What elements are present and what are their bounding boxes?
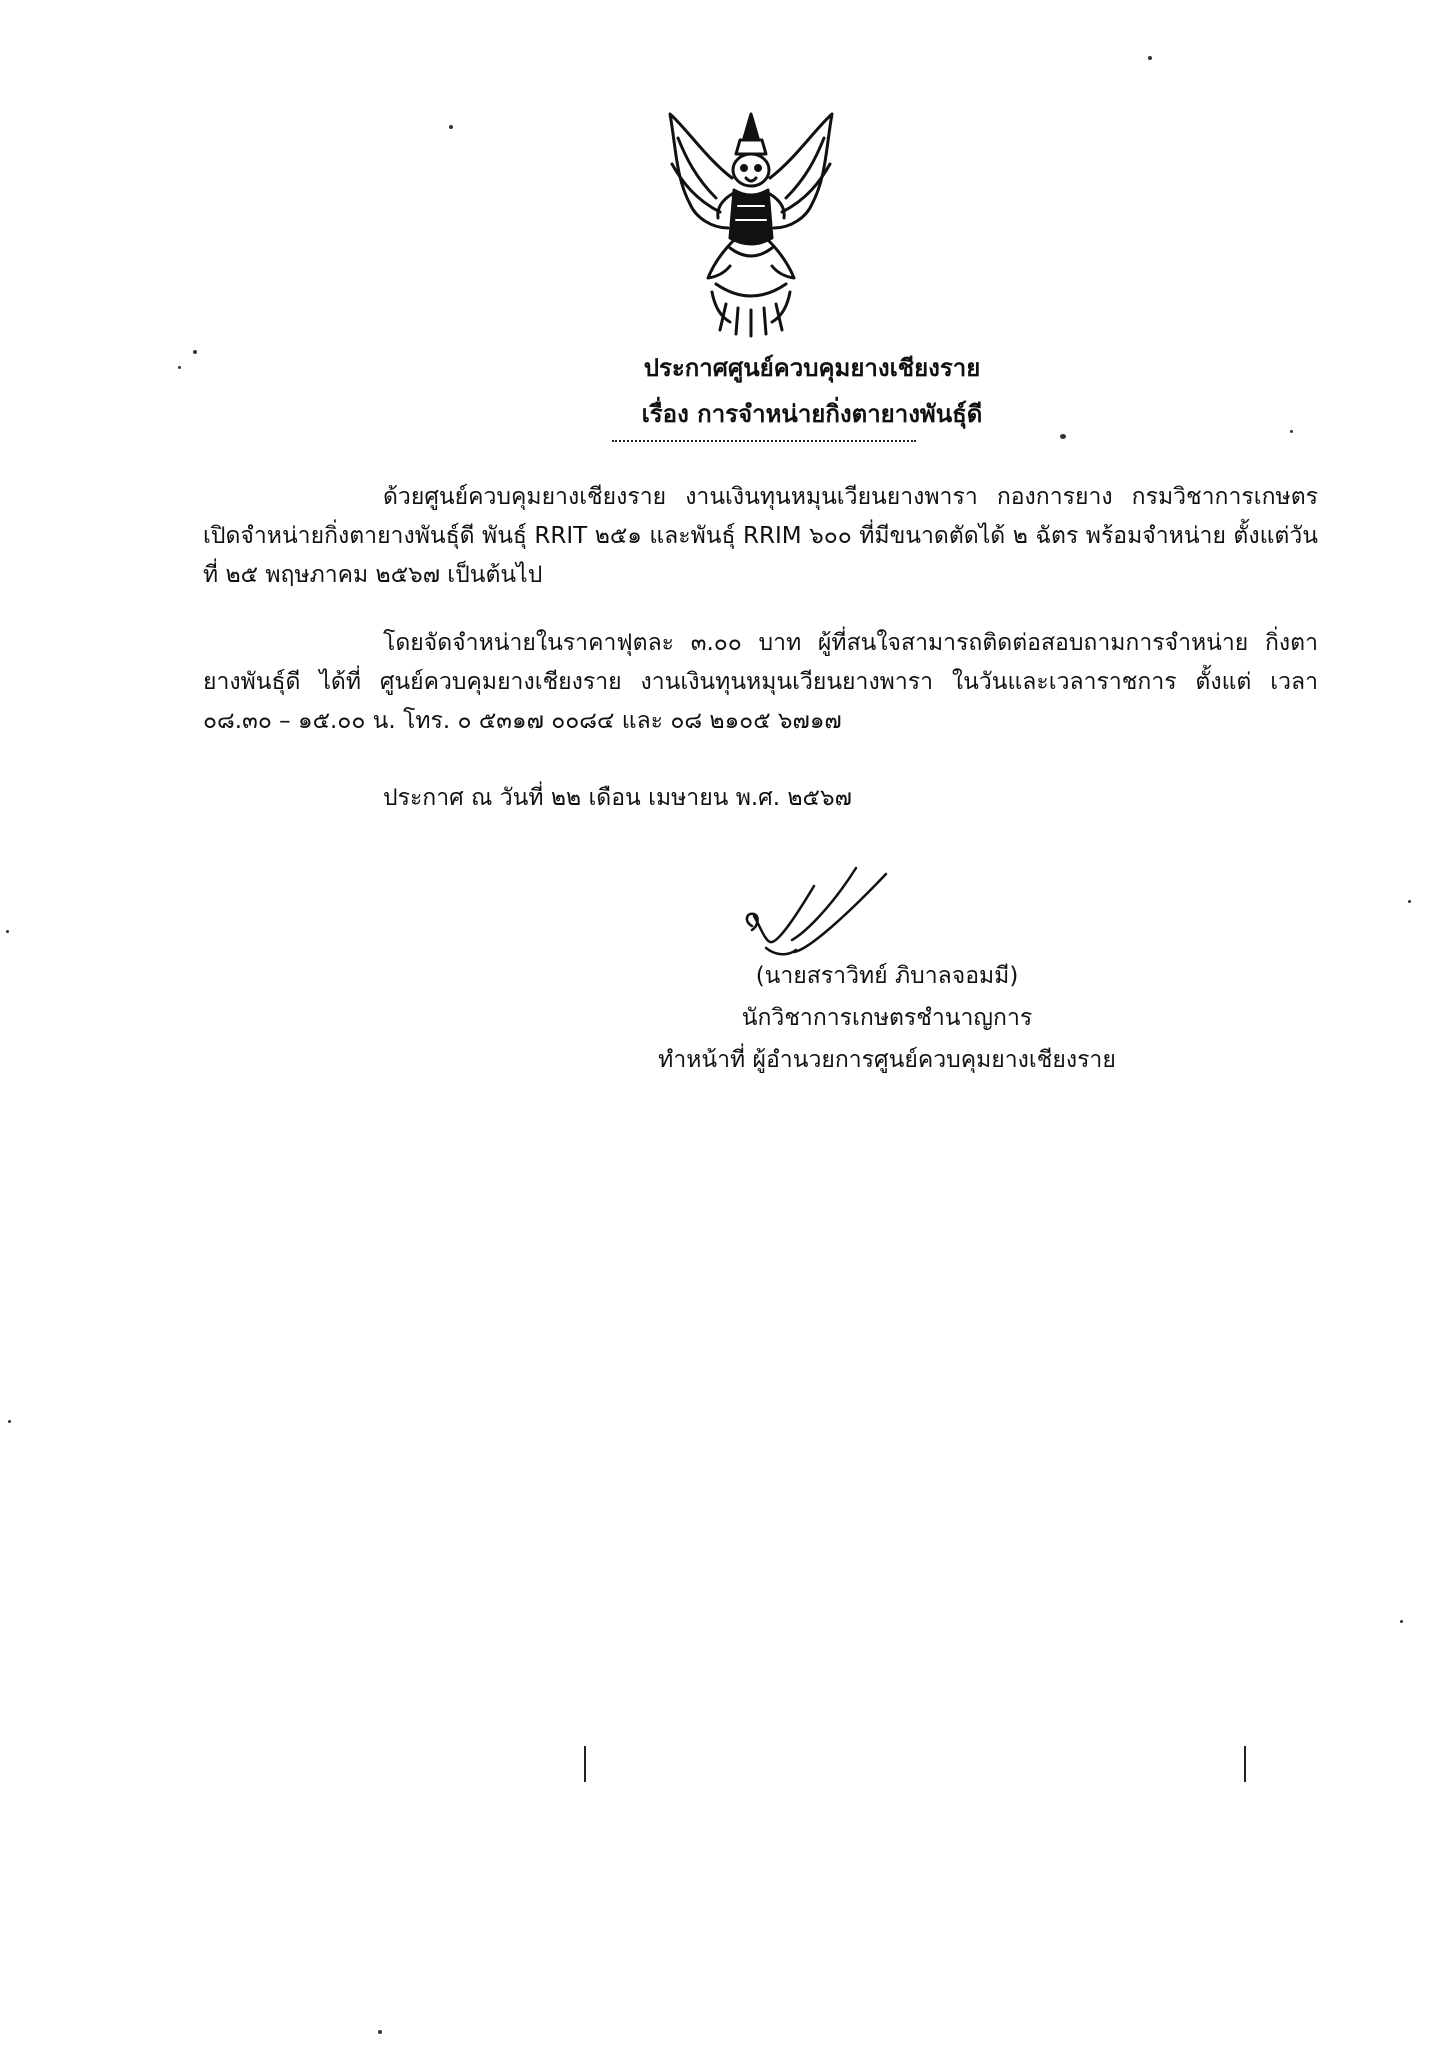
- scan-speck: [8, 1420, 11, 1423]
- announcement-title: ประกาศศูนย์ควบคุมยางเชียงราย: [643, 354, 981, 382]
- scan-speck: [1408, 900, 1411, 903]
- separator-line: [612, 440, 916, 442]
- scan-speck: [1400, 1620, 1403, 1623]
- scan-speck: [378, 2030, 382, 2034]
- body-paragraph-1: ด้วยศูนย์ควบคุมยางเชียงราย งานเงินทุนหมุนเวียนยางพารา กองการยาง กรมวิชาการเกษตร เปิดจำหน่ายกิ่งตายางพันธุ์ดี พันธุ์ RRIT ๒๕๑ และพันธุ์ RRIM ๖๐๐ ที่มีขนาดตัดได้ ๒ ฉัตร พร้อมจำหน่าย ตั้งแต่วันที่ ๒๕ พฤษภาคม ๒๕๖๗ เป็นต้นไป: [203, 484, 1318, 588]
- scan-speck: [449, 125, 453, 129]
- handwritten-signature: [736, 866, 906, 966]
- scan-speck: [1060, 434, 1066, 439]
- margin-mark: [584, 1746, 586, 1782]
- signatory-name: (นายสราวิทย์ ภิบาลจอมมี): [755, 963, 1019, 989]
- signatory-position: นักวิชาการเกษตรชำนาญการ: [741, 1005, 1033, 1031]
- scan-speck: [1148, 56, 1152, 60]
- scan-speck: [1290, 430, 1293, 433]
- margin-mark: [1244, 1746, 1246, 1782]
- scan-speck: [178, 366, 181, 369]
- signatory-acting-role: ทำหน้าที่ ผู้อำนวยการศูนย์ควบคุมยางเชียงราย: [658, 1047, 1116, 1073]
- garuda-emblem-icon: [656, 108, 846, 338]
- announcement-subject: เรื่อง การจำหน่ายกิ่งตายางพันธุ์ดี: [641, 400, 983, 428]
- body-paragraph-2: โดยจัดจำหน่ายในราคาฟุตละ ๓.๐๐ บาท ผู้ที่สนใจสามารถติดต่อสอบถามการจำหน่าย กิ่งตายางพันธุ์ดี ได้ที่ ศูนย์ควบคุมยางเชียงราย งานเงินทุนหมุนเวียนยางพารา ในวันและเวลาราชการ ตั้งแต่ เวลา ๐๘.๓๐ – ๑๕.๐๐ น. โทร. ๐ ๕๓๑๗ ๐๐๘๔ และ ๐๘ ๒๑๐๕ ๖๗๑๗: [203, 630, 1318, 734]
- announcement-date: ประกาศ ณ วันที่ ๒๒ เดือน เมษายน พ.ศ. ๒๕๖๗: [383, 785, 852, 811]
- scan-speck: [193, 350, 197, 354]
- scan-speck: [6, 930, 9, 933]
